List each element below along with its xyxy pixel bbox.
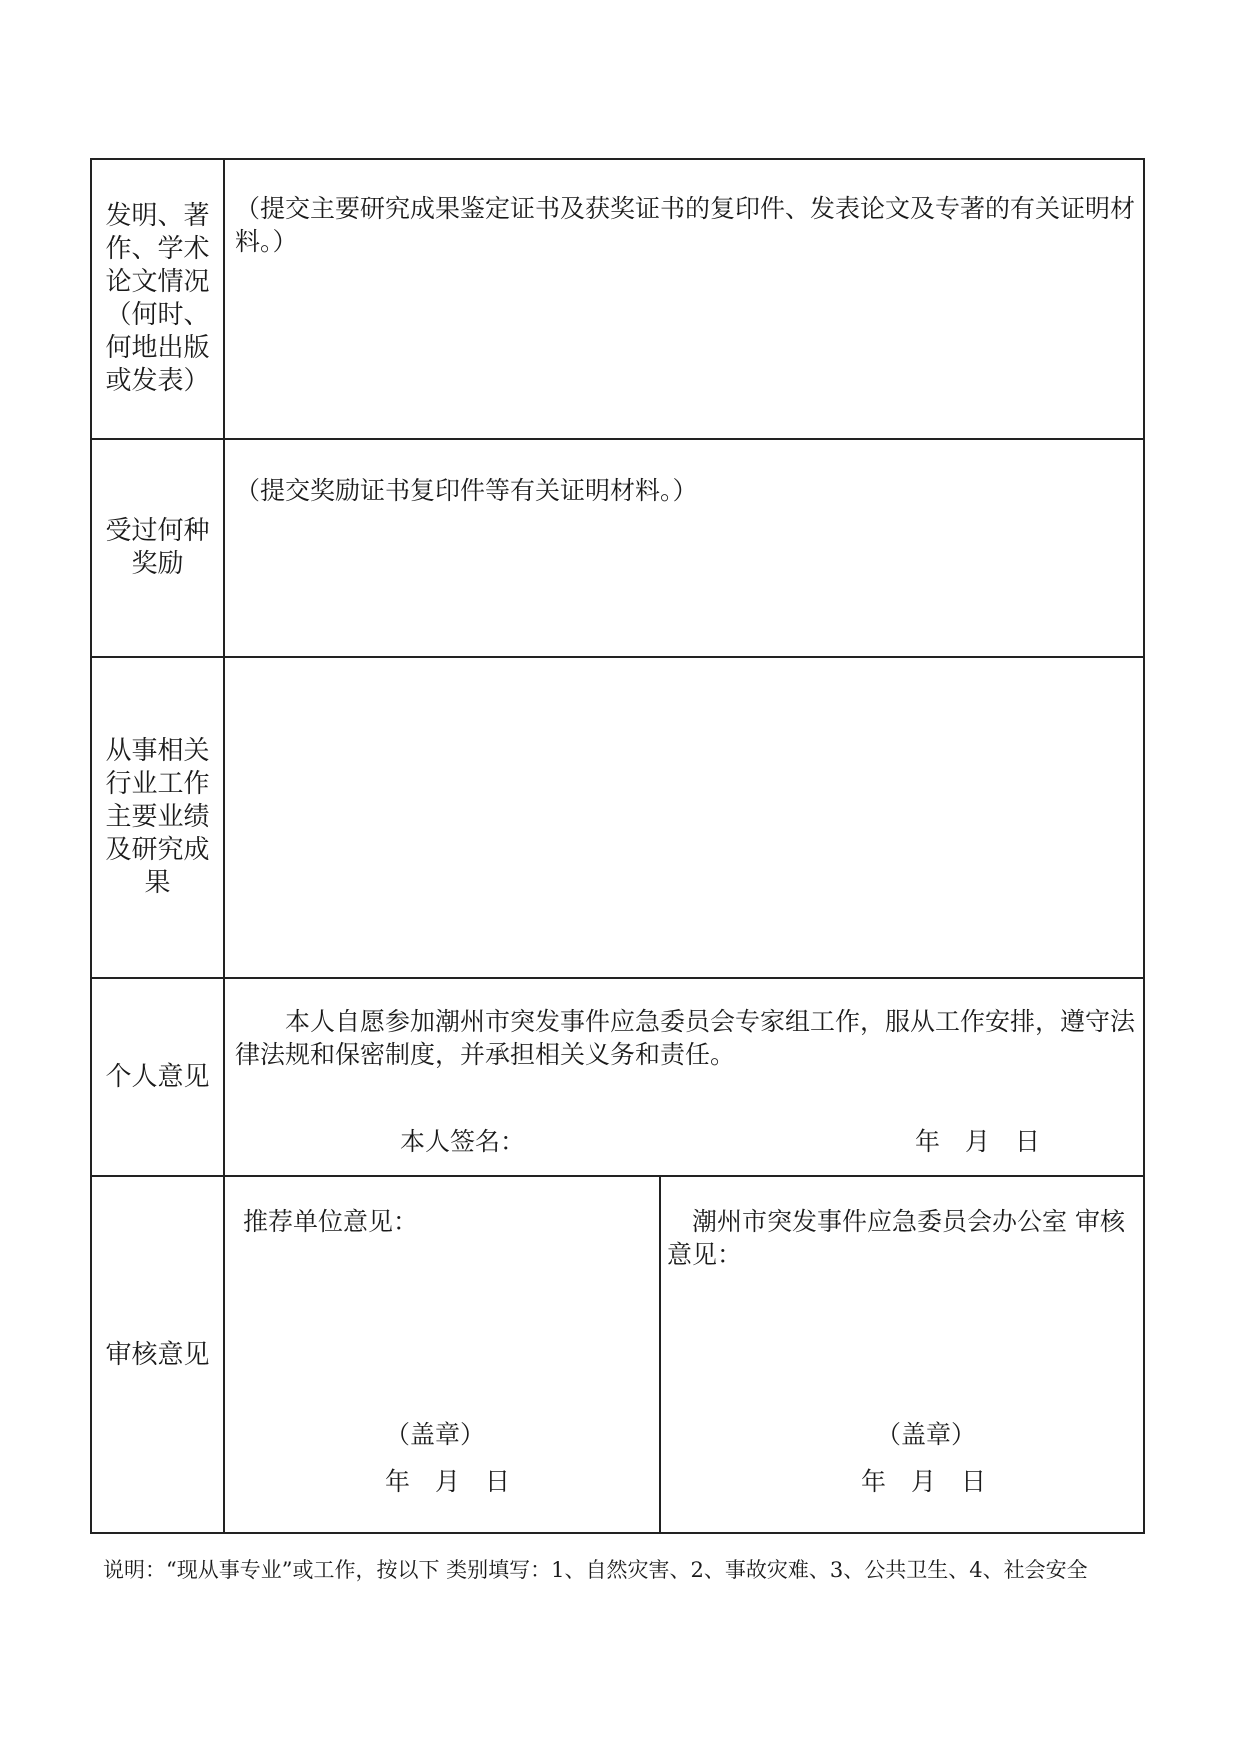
office-review-seal: （盖章）: [876, 1420, 977, 1449]
recommending-unit-opinion[interactable]: [225, 1177, 661, 1534]
awards-field[interactable]: [225, 440, 1143, 656]
office-review-opinion[interactable]: [661, 1177, 1143, 1534]
personal-date-label: 年 月 日: [915, 1127, 1041, 1156]
awards-hint: （提交奖励证书复印件等有关证明材料。）: [235, 476, 698, 505]
personal-opinion-label: [92, 979, 225, 1175]
achievements-field[interactable]: [225, 658, 1143, 977]
signature-label: 本人签名：: [400, 1127, 526, 1156]
recommending-unit-seal: （盖章）: [385, 1420, 486, 1449]
personal-opinion-field[interactable]: [225, 979, 1143, 1175]
publications-row: [92, 160, 1143, 440]
achievements-row: [92, 658, 1143, 979]
publications-field[interactable]: [225, 160, 1143, 438]
awards-label-text: 受过何种奖励: [105, 516, 210, 579]
review-label: [92, 1177, 225, 1534]
personal-signature-line: [225, 1125, 1143, 1165]
recommending-unit-title: 推荐单位意见：: [243, 1207, 419, 1236]
review-label-text: 审核意见: [105, 1340, 210, 1370]
form-note: 说明：“现从事专业”或工作，按以下 类别填写：1、自然灾害、2、事故灾难、3、公共卫生、4、社会安全: [103, 1558, 1088, 1582]
publications-label: [92, 160, 225, 438]
office-review-title: 潮州市突发事件应急委员会办公室 审核意见：: [667, 1207, 1125, 1269]
personal-opinion-label-text: 个人意见: [105, 1061, 210, 1092]
personal-opinion-row: [92, 979, 1143, 1177]
personal-statement: 本人自愿参加潮州市突发事件应急委员会专家组工作，服从工作安排，遵守法律法规和保密制度，并承担相关义务和责任。: [235, 1007, 1136, 1069]
achievements-label: [92, 658, 225, 977]
awards-row: [92, 440, 1143, 658]
office-review-date: 年 月 日: [861, 1467, 987, 1496]
awards-label: [92, 440, 225, 656]
recommending-unit-date: 年 月 日: [385, 1467, 511, 1496]
achievements-label-text: 从事相关行业工作主要业绩及研究成果: [105, 736, 210, 898]
publications-hint: （提交主要研究成果鉴定证书及获奖证书的复印件、发表论文及专著的有关证明材料。）: [235, 194, 1136, 256]
review-row: [92, 1177, 1143, 1534]
application-form-table: [90, 158, 1145, 1534]
publications-label-text: 发明、著作、学术论文情况（何时、何地出版或发表）: [105, 201, 210, 396]
